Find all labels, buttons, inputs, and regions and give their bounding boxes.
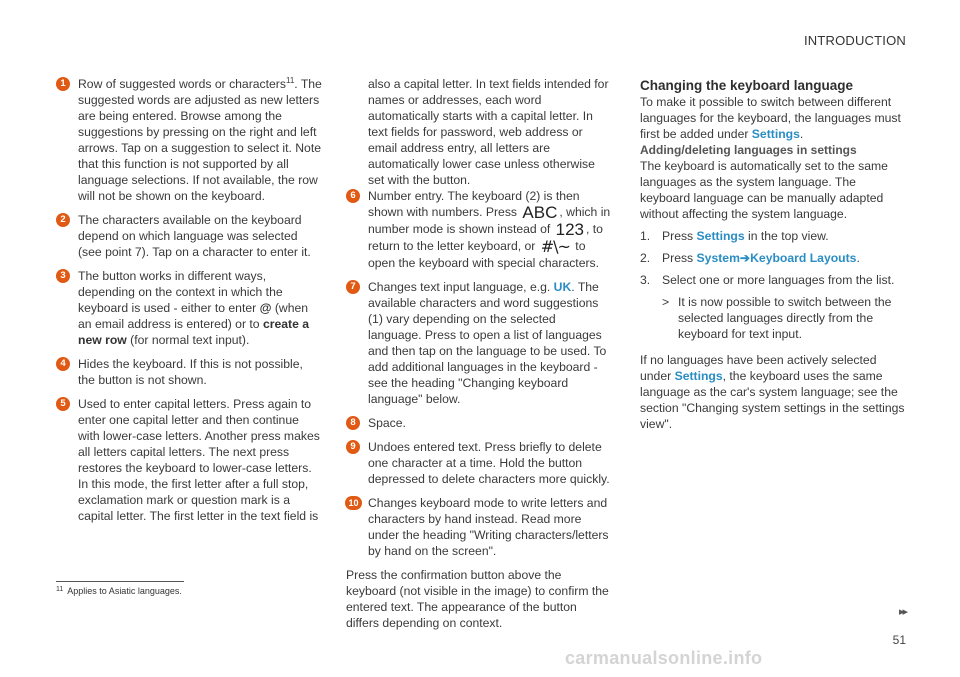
footnote-text: Applies to Asiatic languages. xyxy=(67,586,182,596)
step-text: Press xyxy=(662,251,697,265)
settings-link[interactable]: Settings xyxy=(674,369,723,383)
item-text: Number entry. The keyboard (2) is then shown with numbers. Press xyxy=(368,189,580,219)
step-1 xyxy=(640,228,908,244)
new-row-label: create a new row xyxy=(78,317,310,347)
step-text: Press xyxy=(662,229,697,243)
closing-text-end: , the keyboard uses the same language as the car's system language; see the section "Changing system settings in the settings view". xyxy=(640,369,905,431)
keyboard-layouts-link[interactable]: Keyboard Layouts xyxy=(750,251,857,265)
list-item-5-continued: also a capital letter. In text fields intended for names or addresses, each word automatically starts with a capital letter. In text fields for password, web address or email address entry, all letters are automatically lower case unless otherwise set with the button. xyxy=(368,77,609,187)
watermark: carmanualsonline.info xyxy=(565,648,763,668)
abc-key-icon: ABC xyxy=(522,203,558,222)
list-item-2 xyxy=(56,212,322,260)
list-item-4 xyxy=(56,356,322,388)
list-item-1 xyxy=(56,76,322,204)
step-number: 2. xyxy=(640,251,651,265)
step-number: 1. xyxy=(640,229,651,243)
closing-paragraph xyxy=(640,352,908,432)
step-3 xyxy=(640,272,908,288)
number-badge-2: 2 xyxy=(56,213,70,227)
item-text: Undoes entered text. Press briefly to delete one character at a time. Hold the button depressed to delete characters more quickly. xyxy=(368,440,610,486)
uk-language-label: UK xyxy=(553,280,572,294)
item-text: Used to enter capital letters. Press again to enter one capital letter and then continue with lower-case letters. Another press makes all letters capital letters. The next press restores the keyboard to lower-case letters. In this mode, the first letter after a full stop, exclamation mark or question mark is a capital letter. The first letter in the text field is xyxy=(78,397,320,523)
arrow-right-icon: ➔ xyxy=(739,251,751,265)
list-item-7 xyxy=(346,279,612,407)
list-item-10 xyxy=(346,495,612,559)
confirm-paragraph: Press the confirmation button above the keyboard (not visible in the image) to confirm the entered text. The appearance of the button differs depending on context. xyxy=(346,568,609,630)
item-text-cont2: , to return to the letter keyboard, or xyxy=(368,222,603,253)
list-item-8 xyxy=(346,415,612,431)
list-item-3 xyxy=(56,268,322,348)
column-right xyxy=(640,78,908,432)
step-2 xyxy=(640,250,908,266)
item-text: The button works in different ways, depending on the context in which the keyboard is used - either to enter xyxy=(78,269,283,315)
page-number: 51 xyxy=(892,633,906,647)
footnote-divider xyxy=(56,581,184,582)
item-text-cont: , which in number mode is shown instead of xyxy=(368,205,611,236)
column-left xyxy=(56,76,322,532)
number-badge-3: 3 xyxy=(56,269,70,283)
closing-text: If no languages have been actively selected under xyxy=(640,353,877,383)
special-characters-key-icon: #\~ xyxy=(540,237,570,256)
footnote xyxy=(56,586,182,596)
settings-link[interactable]: Settings xyxy=(696,229,745,243)
system-link[interactable]: System xyxy=(696,251,740,265)
intro-end: . xyxy=(799,127,804,141)
item-text: The characters available on the keyboard depend on which language was selected (see point 7). Tap on a character to enter it. xyxy=(78,213,311,259)
step-number: 3. xyxy=(640,273,651,287)
item-text-cont: . The suggested words are adjusted as new letters are being entered. Browse among the suggestions by pressing on the right and left arrows. Tap on a suggestion to select it. Note that this function is not supported by all language selections. If not available, the row will not be shown on the keyboard. xyxy=(78,77,322,203)
section-intro xyxy=(640,94,908,142)
at-symbol: @ xyxy=(259,301,272,315)
item-text: Changes text input language, e.g. xyxy=(368,280,554,294)
item-text-cont: . The available characters and word suggestions (1) vary depending on the selected language. Press to open a list of languages and then tap on the language to be used. To add additional languages in the keyboard - see the heading "Changing keyboard language" below. xyxy=(368,280,607,406)
number-badge-5: 5 xyxy=(56,397,70,411)
settings-link[interactable]: Settings xyxy=(751,127,800,141)
number-badge-10: 10 xyxy=(345,496,362,510)
section-header: INTRODUCTION xyxy=(803,33,906,48)
list-item-6 xyxy=(346,188,612,271)
step-text-end: . xyxy=(856,251,860,265)
list-item-9 xyxy=(346,439,612,487)
number-badge-7: 7 xyxy=(346,280,360,294)
footnote-number: 11 xyxy=(56,586,64,593)
column-middle xyxy=(346,76,612,631)
step-text: Select one or more languages from the list. xyxy=(662,273,895,287)
item-text: Row of suggested words or characters xyxy=(78,77,286,91)
subsection-title: Adding/deleting languages in settings xyxy=(640,143,857,157)
number-badge-6: 6 xyxy=(346,189,360,203)
item-text: Space. xyxy=(368,416,406,430)
item-text-end: (for normal text input). xyxy=(126,333,250,347)
step-text-end: in the top view. xyxy=(744,229,829,243)
number-badge-9: 9 xyxy=(346,440,360,454)
step-result xyxy=(640,294,908,342)
item-text: Changes keyboard mode to write letters and characters by hand instead. Read more under the heading "Writing characters/letters by hand on the screen". xyxy=(368,496,609,558)
number-badge-8: 8 xyxy=(346,416,360,430)
next-page-icon: ▸▸ xyxy=(898,606,906,618)
number-badge-4: 4 xyxy=(56,357,70,371)
number-badge-1: 1 xyxy=(56,77,70,91)
result-marker: > xyxy=(662,295,670,309)
item-text: Hides the keyboard. If this is not possible, the button is not shown. xyxy=(78,357,303,387)
intro-text: To make it possible to switch between different languages for the keyboard, the languages must first be added under xyxy=(640,95,901,141)
section-title: Changing the keyboard language xyxy=(640,78,854,93)
item-text-cont: (when an email address is entered) or to xyxy=(78,301,309,331)
item-text-end: to open the keyboard with special characters. xyxy=(368,239,600,270)
footnote-ref[interactable]: 11 xyxy=(285,75,295,85)
result-text: It is now possible to switch between the selected languages directly from the keyboard for text input. xyxy=(678,295,892,341)
subsection-paragraph: The keyboard is automatically set to the same languages as the system language. The keyboard language can be manually adapted without affecting the system language. xyxy=(640,159,888,221)
list-item-5 xyxy=(56,396,322,524)
numbers-key-icon: 123 xyxy=(555,220,584,239)
